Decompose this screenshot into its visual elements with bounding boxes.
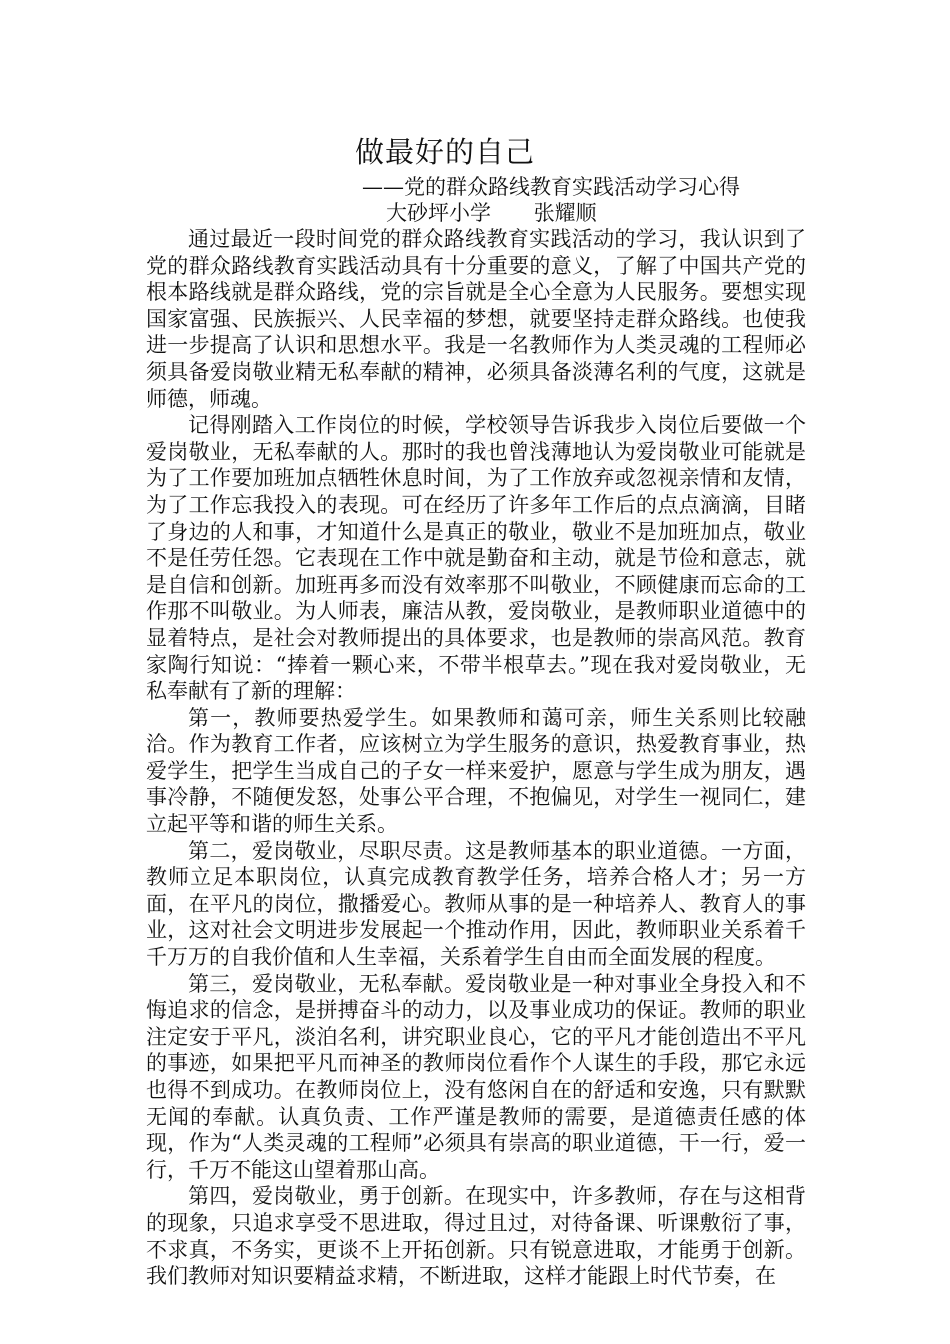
document-title: 做最好的自己: [354, 135, 535, 169]
body-paragraph: 第二，爱岗敬业，尽职尽责。这是教师基本的职业道德。一方面，教师立足本职岗位，认真完成教育教学任务，培养合格人才；另一方面，在平凡的岗位，撒播爱心。教师从事的是一种培养人、教育人的事业，这对社会文明进步发展起一个推动作用，因此，教师职业关系着千千万万的自我价值和人生幸福，关系着学生自由而全面发展的程度。: [146, 838, 806, 970]
body-paragraph: 第一，教师要热爱学生。如果教师和蔼可亲，师生关系则比较融洽。作为教育工作者，应该树立为学生服务的意识，热爱教育事业，热爱学生，把学生当成自己的子女一样来爱护，愿意与学生成为朋友，遇事冷静，不随便发怒，处事公平合理，不抱偏见，对学生一视同仁，建立起平等和谐的师生关系。: [146, 705, 806, 837]
author-line: [386, 200, 597, 227]
body-paragraph: 第四，爱岗敬业，勇于创新。在现实中，许多教师，存在与这相背的现象，只追求享受不思进取，得过且过，对待备课、听课敷衍了事，不求真，不务实，更谈不上开拓创新。只有锐意进取，才能勇于创新。我们教师对知识要精益求精，不断进取，这样才能跟上时代节奏，在: [146, 1184, 806, 1289]
author-school: 大砂坪小学: [386, 201, 491, 225]
document-body: [146, 226, 806, 1290]
body-paragraph: 记得刚踏入工作岗位的时候，学校领导告诉我步入岗位后要做一个爱岗敬业，无私奉献的人。那时的我也曾浅薄地认为爱岗敬业可能就是为了工作要加班加点牺牲休息时间，为了工作放弃或忽视亲情和友情，为了工作忘我投入的表现。可在经历了许多年工作后的点点滴滴，目睹了身边的人和事，才知道什么是真正的敬业，敬业不是加班加点，敬业不是任劳任怨。它表现在工作中就是勤奋和主动，就是节俭和意志，就是自信和创新。加班再多而没有效率那不叫敬业，不顾健康而忘命的工作那不叫敬业。为人师表，廉洁从教，爱岗敬业，是教师职业道德中的显着特点，是社会对教师提出的具体要求，也是教师的崇高风范。教育家陶行知说：“捧着一颗心来，不带半根草去。”现在我对爱岗敬业，无私奉献有了新的理解：: [146, 413, 806, 704]
body-paragraph: 通过最近一段时间党的群众路线教育实践活动的学习，我认识到了党的群众路线教育实践活动具有十分重要的意义，了解了中国共产党的根本路线就是群众路线，党的宗旨就是全心全意为人民服务。要想实现国家富强、民族振兴、人民幸福的梦想，就要坚持走群众路线。也使我进一步提高了认识和思想水平。我是一名教师作为人类灵魂的工程师必须具备爱岗敬业精无私奉献的精神，必须具备淡薄名利的气度，这就是师德，师魂。: [146, 227, 806, 411]
body-paragraph: 第三，爱岗敬业，无私奉献。爱岗敬业是一种对事业全身投入和不悔追求的信念，是拼搏奋斗的动力，以及事业成功的保证。教师的职业注定安于平凡，淡泊名利，讲究职业良心，它的平凡才能创造出不平凡的事迹，如果把平凡而神圣的教师岗位看作个人谋生的手段，那它永远也得不到成功。在教师岗位上，没有悠闲自在的舒适和安逸，只有默默无闻的奉献。认真负责、工作严谨是教师的需要，是道德责任感的体现，作为“人类灵魂的工程师”必须具有崇高的职业道德，干一行，爱一行，千万不能这山望着那山高。: [146, 971, 806, 1182]
author-name: 张耀顺: [533, 201, 597, 225]
document-subtitle: ——党的群众路线教育实践活动学习心得: [362, 175, 740, 199]
